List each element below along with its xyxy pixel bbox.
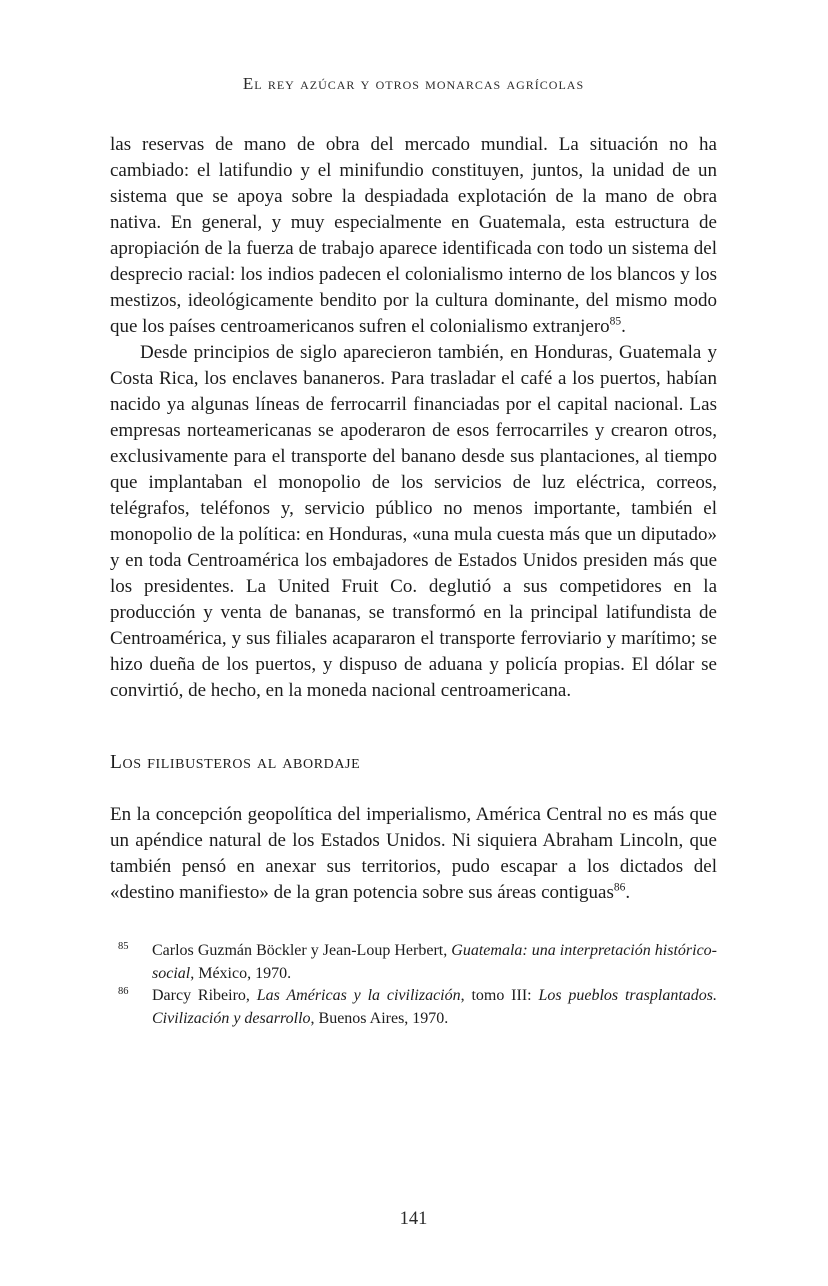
footnotes-block xyxy=(110,940,717,1030)
footnote-text xyxy=(152,942,717,982)
footnote xyxy=(110,940,717,985)
paragraph xyxy=(110,340,717,704)
paragraph-text: las reservas de mano de obra del mercado mundial. La situación no ha cambiado: el latifundio y el minifundio constituyen, juntos, la unidad de un sistema que se apoya sobre la despiadada explotación de la mano de obra nativa. En general, y muy especialmente en Guatemala, esta estructura de apropiación de la fuerza de trabajo aparece identificada con todo un sistema del desprecio racial: los indios padecen el colonialismo interno de los blancos y los mestizos, ideológicamente bendito por la cultura dominante, del mismo modo que los países centroamericanos sufren el colonialismo extranjero xyxy=(110,134,717,337)
running-header: El rey azúcar y otros monarcas agrícolas xyxy=(242,74,585,93)
footnote-number: 85 xyxy=(118,941,129,952)
paragraph xyxy=(110,132,717,340)
footnote-segment-italic: Los pueblos trasplantados. Civilización y desarrollo xyxy=(152,987,718,1027)
footnote-segment: Darcy Ribeiro, xyxy=(152,987,257,1004)
footnote-segment: , México, 1970. xyxy=(190,964,292,982)
footnote-segment: , Buenos Aires, 1970. xyxy=(310,1009,449,1027)
footnote-ref-85: 85 xyxy=(609,315,622,328)
footnote-segment: , tomo III: xyxy=(460,987,539,1004)
footnote-segment-italic: Las Américas y la civilización xyxy=(256,987,461,1004)
page-number: 141 xyxy=(399,1209,428,1229)
footnote-segment: Carlos Guzmán Böckler y Jean-Loup Herbert, xyxy=(152,942,452,959)
paragraph-text-after-ref: . xyxy=(625,882,631,903)
paragraph-text: Desde principios de siglo aparecieron también, en Honduras, Guatemala y Costa Rica, los enclaves bananeros. Para trasladar el café a los puertos, habían nacido ya algunas líneas de ferrocarril financiadas por el capital nacional. Las empresas norteamericanas se apoderaron de esos ferrocarriles y crearon otros, exclusivamente para el transporte del banano desde sus plantaciones, al tiempo que implantaban el monopolio de los servicios de luz eléctrica, correos, telégrafos, teléfonos y, servicio público no menos importante, también el monopolio de la política: en Honduras, «una mula cuesta más que un diputado» y en toda Centroamérica los embajadores de Estados Unidos presiden más que los presidentes. La United Fruit Co. deglutió a sus competidores en la producción y venta de bananas, se transformó en la principal latifundista de Centroamérica, y sus filiales acapararon el transporte ferroviario y marítimo; se hizo dueña de los puertos, y dispuso de aduana y policía propias. El dólar se convirtió, de hecho, en la moneda nacional centroamericana. xyxy=(110,342,717,701)
footnote-number: 86 xyxy=(118,986,129,997)
footnote xyxy=(110,985,717,1030)
footnote-segment-italic: Guatemala: una interpretación histórico-social xyxy=(152,942,718,982)
paragraph-text: En la concepción geopolítica del imperialismo, América Central no es más que un apéndice natural de los Estados Unidos. Ni siquiera Abraham Lincoln, que también pensó en anexar sus territorios, pudo escapar a los dictados del «destino manifiesto» de la gran potencia sobre sus áreas contiguas xyxy=(110,804,717,903)
section-heading: Los filibusteros al abordaje xyxy=(110,752,361,773)
paragraph-text-after-ref: . xyxy=(621,316,626,337)
footnote-text xyxy=(152,987,717,1027)
footnote-ref-86: 86 xyxy=(613,881,626,894)
body-text xyxy=(110,132,717,906)
paragraph xyxy=(110,802,717,906)
